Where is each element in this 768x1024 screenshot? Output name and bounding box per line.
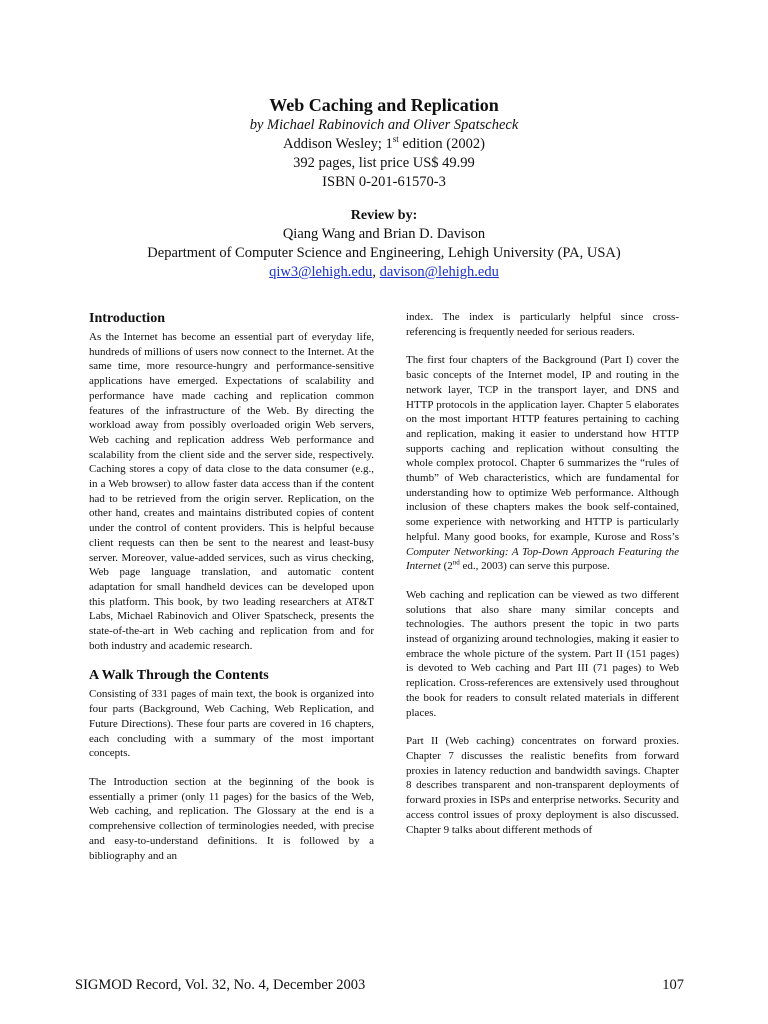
reference-edition-superscript: nd (452, 558, 460, 567)
edition-text: edition (2002) (398, 136, 485, 152)
right-column (406, 310, 679, 851)
introduction-paragraph: As the Internet has become an essential part of everyday life, hundreds of millions of users now connect to the Internet. At the same time, more resource-hungry and performance-sensitive applications have emerged. Expectations of scalability and performance have made caching and replication common features of the infrastructure of the Web. By directing the workload away from possibly overloaded origin Web servers, Web caching and replication address Web performance and scalability from the client side and the server side, respectively. Caching stores a copy of data close to the data consumer (e.g., in a Web browser) to allow faster data access than if the content had to be retrieved from the origin server. Replication, on the other hand, creates and maintains distributed copies of content under the control of content providers. This is helpful because client requests can then be sent to the nearest and least-busy server. Moreover, value-added services, such as virus checking, Web page language translation, and automatic content adaptation for small handheld devices can be developed upon this platform. This book, by two leading researchers at AT&T Labs, Michael Rabinovich and Oliver Spatscheck, presents the state-of-the-art in Web caching and replication from and for both industry and academic research. (89, 331, 374, 652)
left-column (89, 308, 374, 877)
edition-superscript: st (392, 134, 399, 145)
introduction-heading: Introduction (89, 311, 165, 326)
reference-edition-suffix: ed., 2003) can serve this purpose. (459, 560, 610, 573)
background-text: The first four chapters of the Background (Part I) cover the basic concepts of the Internet model, IP and routing in the network layer, TCP in the transport layer, and DNS and HTTP protocols in the application layer. Chapter 5 elaborates on the most important HTTP features pertaining to caching and replication, making it easier to understand how HTTP supports caching and replication without consulting the whole complex protocol. Chapter 6 summarizes the “rules of thumb” of Web characteristics, which are fundamental for understanding how to optimize Web performance. Although inclusion of these chapters makes the book self-contained, some experience with networking and HTTP is particularly helpful. Many good books, for example, Kurose and Ross’s (406, 354, 679, 543)
book-authors: by Michael Rabinovich and Oliver Spatscheck (249, 117, 519, 133)
book-title: Web Caching and Replication (269, 95, 499, 115)
isbn: ISBN 0-201-61570-3 (322, 174, 446, 190)
reviewers: Qiang Wang and Brian D. Davison (282, 226, 486, 242)
reference-edition-prefix: (2 (440, 560, 453, 573)
page-footer (75, 976, 684, 994)
review-header (60, 94, 708, 282)
journal-citation: SIGMOD Record, Vol. 32, No. 4, December 2003 (75, 977, 366, 993)
two-parts-paragraph: Web caching and replication can be viewed as two different solutions that also share many similar concepts and technologies. The authors present the topic in two parts instead of organizing around technologies, making it easier to embrace the whole picture of the system. Part II (151 pages) is devoted to Web caching and Part III (71 pages) to Web replication. Cross-references are extensively used throughout the book for readers to consult related materials in different places. (406, 588, 679, 719)
background-paragraph (406, 353, 679, 574)
walk-paragraph-1: Consisting of 331 pages of main text, the book is organized into four parts (Background, Web Caching, Web Replication, and Future Directions). These four parts are covered in 16 chapters, each concluding with a summary of the most important concepts. (89, 688, 374, 760)
index-paragraph: index. The index is particularly helpful since cross-referencing is frequently needed for serious readers. (406, 311, 679, 338)
walk-through-heading: A Walk Through the Contents (89, 668, 269, 684)
email-link-wang[interactable]: qiw3@lehigh.edu (269, 264, 373, 280)
part-two-paragraph: Part II (Web caching) concentrates on forward proxies. Chapter 7 discusses the realistic benefits from forward proxies in latency reduction and bandwidth savings. Chapter 8 describes transparent and non-transparent deployments of forward proxies in ISPs and enterprise networks. Security and access control issues of proxy deployment is also discussed. Chapter 9 talks about different methods of (406, 735, 679, 836)
publisher-text: Addison Wesley; 1 (283, 136, 393, 152)
publisher-edition (60, 135, 708, 154)
page-number: 107 (662, 977, 684, 993)
email-link-davison[interactable]: davison@lehigh.edu (379, 264, 499, 280)
reviewer-emails (60, 263, 708, 282)
review-by-heading: Review by: (350, 208, 418, 223)
affiliation: Department of Computer Science and Engineering, Lehigh University (PA, USA) (147, 245, 621, 261)
walk-paragraph-2: The Introduction section at the beginning of the book is essentially a primer (only 11 pages) for the basics of the Web, Web caching, and replication. The Glossary at the end is a comprehensive collection of terminologies needed, with precise and easy-to-understand definitions. It is followed by a bibliography and an (89, 775, 374, 862)
email-separator: , (372, 264, 380, 280)
book-reference-title: Computer Networking: A Top-Down Approach Featuring the Internet (406, 545, 679, 573)
pages-price: 392 pages, list price US$ 49.99 (293, 155, 475, 171)
